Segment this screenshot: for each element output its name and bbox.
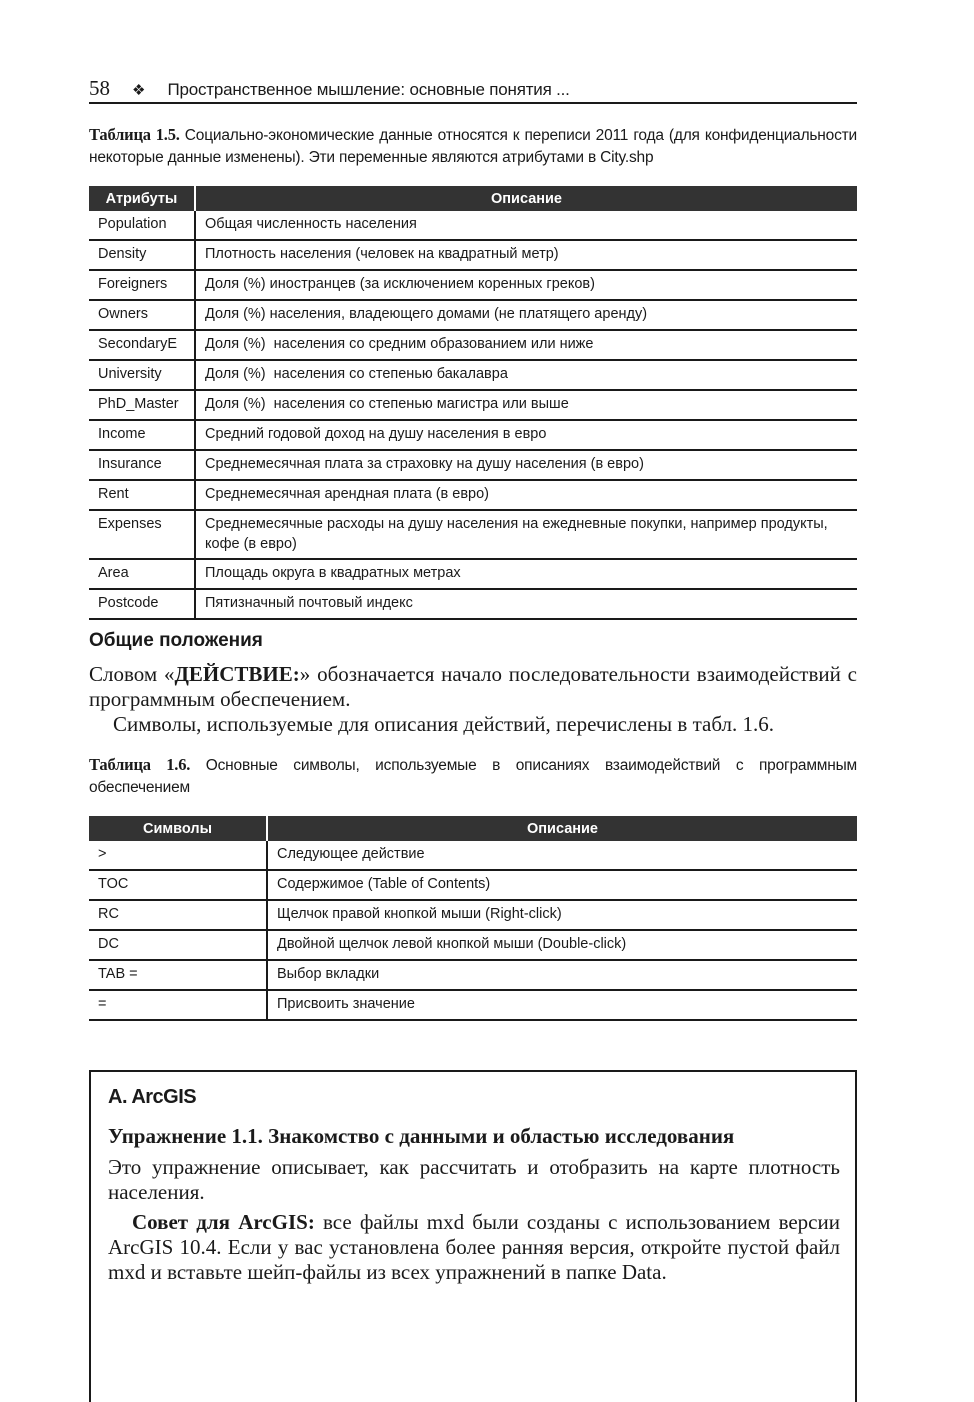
description-cell: Плотность населения (человек на квадратный метр) (195, 240, 857, 270)
symbol-cell: > (89, 841, 267, 870)
symbol-cell: DC (89, 930, 267, 960)
description-cell: Среднемесячные расходы на душу населения на ежедневные покупки, например продукты, кофе (в евро) (195, 510, 857, 559)
attributes-table (89, 186, 857, 620)
attribute-cell: Density (89, 240, 195, 270)
tip-label: Совет для ArcGIS: (132, 1210, 315, 1234)
column-header-description: Описание (267, 816, 857, 841)
description-cell: Пятизначный почтовый индекс (195, 589, 857, 619)
symbol-cell: TAB = (89, 960, 267, 990)
attribute-cell: SecondaryE (89, 330, 195, 360)
column-header-attributes: Атрибуты (89, 186, 195, 211)
table-row (89, 480, 857, 510)
table-header-row (89, 816, 857, 841)
symbols-table (89, 816, 857, 1021)
table-row (89, 589, 857, 619)
table-row (89, 990, 857, 1020)
table-row (89, 870, 857, 900)
paragraph-action-definition (89, 662, 857, 712)
table-row (89, 559, 857, 589)
section-heading: Общие положения (89, 630, 263, 651)
caption-label: Таблица 1.6. (89, 755, 191, 774)
ornament-diamond-icon: ❖ (132, 83, 146, 99)
table-row (89, 360, 857, 390)
table-row (89, 240, 857, 270)
description-cell: Площадь округа в квадратных метрах (195, 559, 857, 589)
description-cell: Следующее действие (267, 841, 857, 870)
table-row (89, 330, 857, 360)
description-cell: Общая численность населения (195, 211, 857, 240)
description-cell: Доля (%) населения со степенью бакалавра (195, 360, 857, 390)
arcgis-tip (108, 1210, 840, 1285)
attribute-cell: Owners (89, 300, 195, 330)
caption-text: Социально-экономические данные относятся к переписи 2011 года (для конфиденциальности некоторые данные изменены). Эти переменные являются атрибутами в City.shp (89, 127, 857, 166)
arcgis-exercise-box (89, 1070, 857, 1402)
text-span: Словом « (89, 662, 175, 686)
description-cell: Среднемесячная арендная плата (в евро) (195, 480, 857, 510)
attribute-cell: Expenses (89, 510, 195, 559)
table-1-5-caption (89, 124, 857, 169)
description-cell: Доля (%) населения, владеющего домами (не платящего аренду) (195, 300, 857, 330)
attribute-cell: Rent (89, 480, 195, 510)
table-row (89, 390, 857, 420)
table-1-6-caption (89, 754, 857, 799)
column-header-symbols: Символы (89, 816, 267, 841)
caption-label: Таблица 1.5. (89, 125, 180, 144)
table-row (89, 420, 857, 450)
attribute-cell: Insurance (89, 450, 195, 480)
description-cell: Щелчок правой кнопкой мыши (Right-click) (267, 900, 857, 930)
table-row (89, 510, 857, 559)
action-keyword: ДЕЙСТВИЕ: (174, 662, 300, 686)
table-row (89, 960, 857, 990)
table-row (89, 450, 857, 480)
symbol-cell: = (89, 990, 267, 1020)
table-row (89, 211, 857, 240)
attribute-cell: Population (89, 211, 195, 240)
description-cell: Содержимое (Table of Contents) (267, 870, 857, 900)
description-cell: Выбор вкладки (267, 960, 857, 990)
table-row (89, 300, 857, 330)
table-row (89, 930, 857, 960)
description-cell: Средний годовой доход на душу населения в евро (195, 420, 857, 450)
description-cell: Доля (%) населения со степенью магистра или выше (195, 390, 857, 420)
attribute-cell: Area (89, 559, 195, 589)
table-row (89, 841, 857, 870)
description-cell: Доля (%) иностранцев (за исключением коренных греков) (195, 270, 857, 300)
table-row (89, 900, 857, 930)
attribute-cell: Postcode (89, 589, 195, 619)
running-head (89, 76, 857, 104)
exercise-description: Это упражнение описывает, как рассчитать и отобразить на карте плотность населения. (108, 1155, 840, 1204)
box-title: A. ArcGIS (108, 1086, 197, 1108)
symbol-cell: RC (89, 900, 267, 930)
table-header-row (89, 186, 857, 211)
table-row (89, 270, 857, 300)
tip-text: все файлы mxd были созданы с использованием версии ArcGIS 10.4. Если у вас установлена более ранняя версия, откройте пустой файл mxd и вставьте шейп-файлы из всех упражнений в папке Data. (108, 1210, 840, 1284)
caption-text: Основные символы, используемые в описаниях взаимодействий с программным обеспечением (89, 757, 857, 796)
page-number: 58 (89, 76, 110, 100)
description-cell: Среднемесячная плата за страховку на душу населения (в евро) (195, 450, 857, 480)
symbol-cell: TOC (89, 870, 267, 900)
attribute-cell: Income (89, 420, 195, 450)
description-cell: Доля (%) населения со средним образованием или ниже (195, 330, 857, 360)
description-cell: Двойной щелчок левой кнопкой мыши (Double-click) (267, 930, 857, 960)
attribute-cell: PhD_Master (89, 390, 195, 420)
exercise-title: Упражнение 1.1. Знакомство с данными и областью исследования (108, 1124, 735, 1148)
attribute-cell: Foreigners (89, 270, 195, 300)
column-header-description: Описание (195, 186, 857, 211)
running-head-title: Пространственное мышление: основные понятия ... (167, 80, 570, 99)
paragraph-symbols-intro: Символы, используемые для описания действий, перечислены в табл. 1.6. (113, 712, 774, 736)
attribute-cell: University (89, 360, 195, 390)
description-cell: Присвоить значение (267, 990, 857, 1020)
text-span: » обозначается начало последовательности взаимодействий с программным обеспечением. (89, 662, 857, 711)
